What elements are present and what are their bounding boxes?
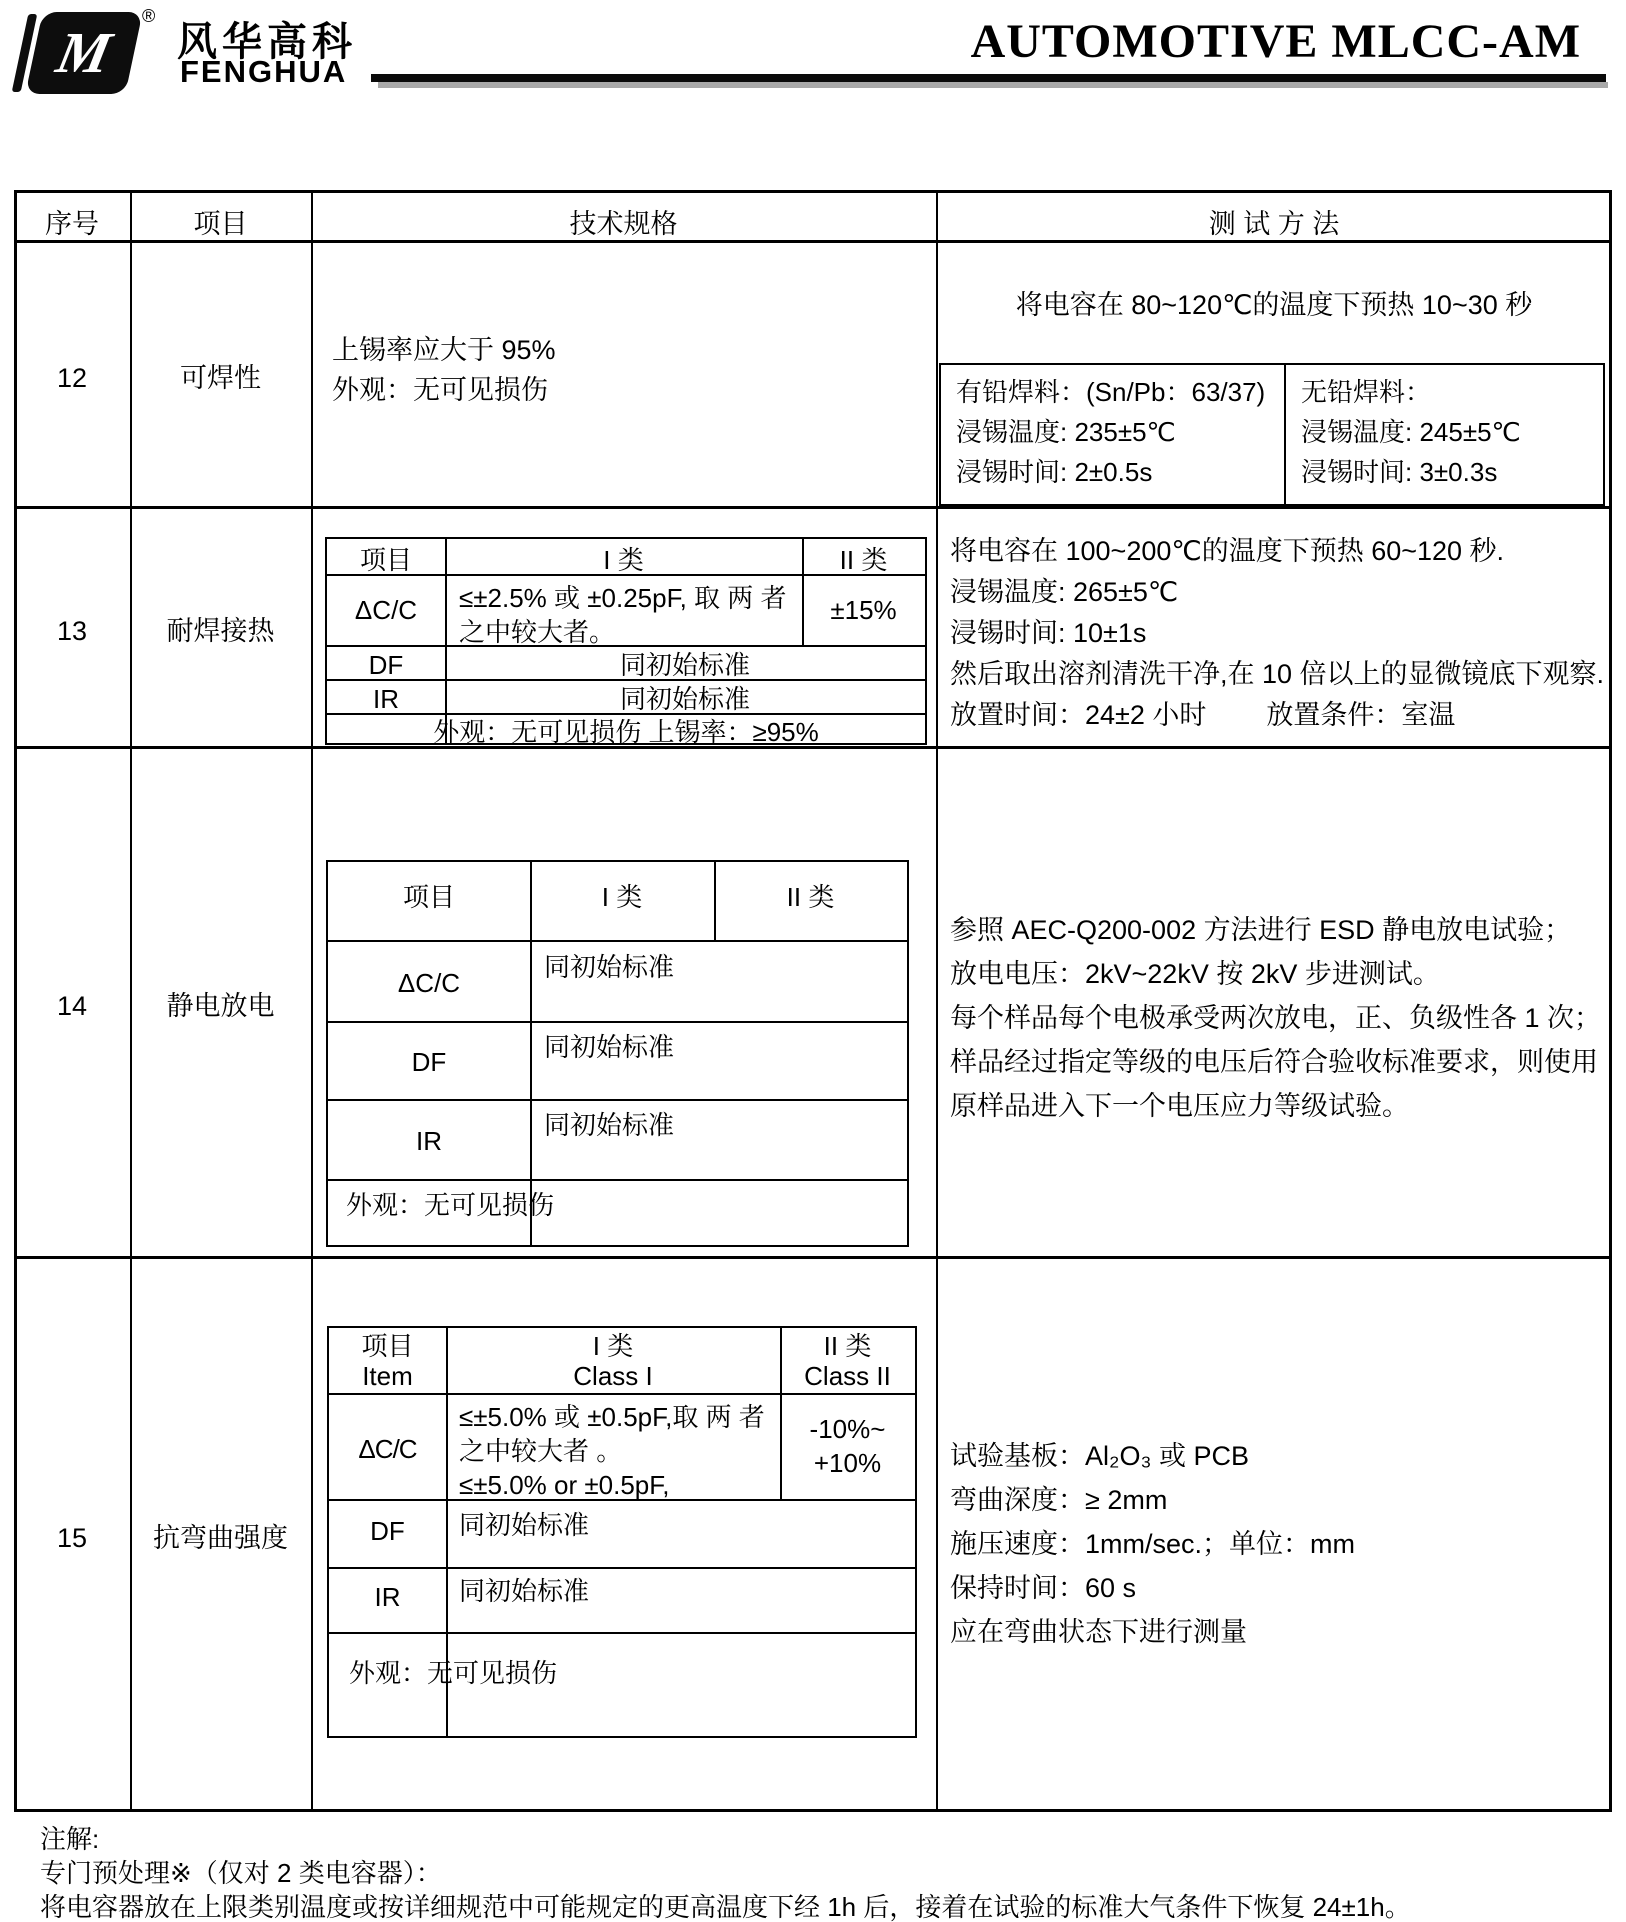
header-rule-gray xyxy=(378,82,1608,88)
row12-leadfree-line: 浸锡时间: 3±0.3s xyxy=(1301,457,1498,487)
row14-nest-header-item: 项目 xyxy=(402,882,455,912)
row12-method-preheat: 将电容在 80~120℃的温度下预热 10~30 秒 xyxy=(1015,290,1533,320)
row12-leaded-line: 浸锡时间: 2±0.5s xyxy=(956,457,1153,487)
row13-method-line: 浸锡温度: 265±5℃ xyxy=(950,577,1179,607)
row15-header-class1-en: Class I xyxy=(573,1361,653,1391)
row15-method-line: 施压速度：1mm/sec.；单位：mm xyxy=(950,1529,1355,1559)
row14-subtable-hline2 xyxy=(328,1021,907,1023)
row15-dcc-label: ΔC/C xyxy=(358,1434,417,1464)
row14-dcc-label: ΔC/C xyxy=(397,968,461,998)
row15-header-class1-cn: I 类 xyxy=(592,1331,634,1361)
row12-leaded-line: 有铅焊料：(Sn/Pb：63/37) xyxy=(956,377,1266,407)
row13-method-line: 放置时间：24±2 小时 放置条件：室温 xyxy=(950,700,1456,730)
row14-df-value: 同初始标准 xyxy=(544,1032,675,1062)
row15-method-line: 保持时间：60 s xyxy=(950,1573,1137,1603)
row12-spec-line: 上锡率应大于 95% xyxy=(332,335,556,365)
row15-item: 抗弯曲强度 xyxy=(153,1523,288,1553)
row12-leaded-line: 浸锡温度: 235±5℃ xyxy=(956,417,1176,447)
row13-method-line: 将电容在 100~200℃的温度下预热 60~120 秒. xyxy=(950,536,1505,566)
table-vline-3 xyxy=(936,193,938,1809)
brand-name-cn: 风华高科 xyxy=(177,20,357,64)
row15-dcc-class1-line: ≤±5.0% or ±0.5pF, xyxy=(459,1470,670,1500)
row12-leadfree-line: 无铅焊料： xyxy=(1301,377,1432,407)
row12-leadfree-cell xyxy=(1301,372,1521,492)
row14-nest-header-class2: II 类 xyxy=(786,882,835,912)
row14-method-line: 每个样品每个电极承受两次放电，正、负级性各 1 次； xyxy=(950,1003,1602,1033)
row14-method xyxy=(950,908,1601,1128)
row14-spec-subtable xyxy=(326,860,909,1247)
row15-df-value: 同初始标准 xyxy=(459,1510,590,1540)
row15-subtable-hline1 xyxy=(329,1393,915,1395)
row13-spec-subtable xyxy=(325,537,927,745)
row13-dcc-class1-line: 之中较大者。 xyxy=(459,617,616,647)
row15-spec-subtable xyxy=(327,1326,917,1738)
row15-dcc-class2 xyxy=(780,1412,915,1480)
row15-ir-value: 同初始标准 xyxy=(459,1576,590,1606)
row13-method-line: 浸锡时间: 10±1s xyxy=(950,618,1147,648)
row13-appearance: 外观：无可见损伤 上锡率：≥95% xyxy=(433,717,819,747)
fenghua-logo-icon xyxy=(25,12,142,94)
table-hline-r12 xyxy=(17,506,1609,509)
row12-solder-divider xyxy=(1284,365,1286,504)
row15-appearance: 外观：无可见损伤 xyxy=(349,1658,558,1688)
row15-nest-header-class2 xyxy=(780,1331,915,1391)
row15-df-label: DF xyxy=(370,1516,405,1546)
col-header-spec: 技术规格 xyxy=(569,209,678,239)
row13-dcc-label: ΔC/C xyxy=(354,595,418,625)
row14-nest-header-class1: I 类 xyxy=(601,882,643,912)
row15-dcc-class2-line: +10% xyxy=(813,1448,882,1478)
row15-dcc-class1-line: 之中较大者 。 xyxy=(459,1436,623,1466)
col-header-item: 项目 xyxy=(193,209,248,239)
row14-df-label: DF xyxy=(411,1047,447,1077)
row15-dcc-class2-line: -10%~ xyxy=(809,1414,886,1444)
row13-nest-header-class2: II 类 xyxy=(839,545,888,575)
row14-subtable-hline1 xyxy=(328,940,907,942)
row12-leaded-cell xyxy=(956,372,1265,492)
row15-subtable-hline4 xyxy=(329,1632,915,1634)
row14-method-line: 样品经过指定等级的电压后符合验收标准要求，则使用 xyxy=(950,1047,1598,1077)
table-vline-2 xyxy=(311,193,313,1809)
row12-solder-subtable xyxy=(939,363,1605,506)
registered-trademark-icon: ® xyxy=(142,6,156,26)
row13-dcc-class2: ±15% xyxy=(830,595,897,625)
header-rule-black xyxy=(371,74,1606,82)
page-title: AUTOMOTIVE MLCC-AM xyxy=(970,15,1581,68)
row14-item: 静电放电 xyxy=(166,991,275,1021)
row13-df-value: 同初始标准 xyxy=(619,650,750,680)
row13-no: 13 xyxy=(56,616,88,646)
row13-df-label: DF xyxy=(368,650,404,680)
row13-nest-header-class1: I 类 xyxy=(603,545,644,575)
row14-appearance: 外观：无可见损伤 xyxy=(346,1190,555,1220)
row15-no: 15 xyxy=(56,1523,88,1553)
row14-method-line: 参照 AEC-Q200-002 方法进行 ESD 静电放电试验； xyxy=(950,915,1572,945)
row12-item: 可焊性 xyxy=(180,363,261,393)
note-pretreatment: 专门预处理※（仅对 2 类电容器）： xyxy=(40,1858,442,1888)
table-hline-r14 xyxy=(17,1256,1609,1259)
row15-method-line: 应在弯曲状态下进行测量 xyxy=(950,1617,1247,1647)
row13-item: 耐焊接热 xyxy=(166,616,275,646)
row14-no: 14 xyxy=(56,991,88,1021)
row15-header-item-cn: 项目 xyxy=(361,1331,414,1361)
row13-nest-header-item: 项目 xyxy=(359,545,412,575)
row15-method-line: 试验基板：Al₂O₃ 或 PCB xyxy=(950,1441,1250,1471)
col-header-no: 序号 xyxy=(45,209,99,239)
row15-header-class2-cn: II 类 xyxy=(823,1331,872,1361)
row15-header-class2-en: Class II xyxy=(804,1361,891,1391)
row15-subtable-hline3 xyxy=(329,1567,915,1569)
row15-dcc-class1-line: ≤±5.0% 或 ±0.5pF,取 两 者 xyxy=(459,1402,765,1432)
row12-spec xyxy=(332,330,556,410)
row15-method-line: 弯曲深度：≥ 2mm xyxy=(950,1485,1168,1515)
row14-method-line: 放电电压：2kV~22kV 按 2kV 步进测试。 xyxy=(950,959,1440,989)
row15-header-item-en: Item xyxy=(362,1361,413,1391)
row12-no: 12 xyxy=(56,363,88,393)
row15-nest-header-class1 xyxy=(446,1331,780,1391)
row15-method xyxy=(950,1434,1355,1654)
row13-method-line: 然后取出溶剂清洗干净,在 10 倍以上的显微镜底下观察. xyxy=(950,659,1605,689)
row13-method xyxy=(950,531,1604,736)
row14-subtable-hline4 xyxy=(328,1179,907,1181)
row15-ir-label: IR xyxy=(374,1582,401,1612)
note-heading: 注解: xyxy=(40,1824,100,1854)
row13-ir-value: 同初始标准 xyxy=(619,684,750,714)
col-header-method: 测 试 方 法 xyxy=(1208,209,1340,239)
fenghua-logo-monogram: M xyxy=(51,20,117,85)
row15-dcc-class1 xyxy=(459,1400,765,1502)
row15-nest-header-item xyxy=(329,1331,446,1391)
row14-ir-value: 同初始标准 xyxy=(544,1110,675,1140)
row14-subtable-hline3 xyxy=(328,1099,907,1101)
row14-ir-label: IR xyxy=(416,1126,442,1156)
note-detail: 将电容器放在上限类别温度或按详细规范中可能规定的更高温度下经 1h 后，接着在试验的标准大气条件下恢复 24±1h。 xyxy=(40,1892,1411,1922)
row12-spec-line: 外观：无可见损伤 xyxy=(332,375,548,405)
row14-method-line: 原样品进入下一个电压应力等级试验。 xyxy=(950,1091,1409,1121)
row14-dcc-value: 同初始标准 xyxy=(544,952,675,982)
row13-ir-label: IR xyxy=(373,684,399,714)
row13-dcc-class1-line: ≤±2.5% 或 ±0.25pF, 取 两 者 xyxy=(459,583,787,613)
row13-dcc-class1 xyxy=(459,581,786,649)
row12-leadfree-line: 浸锡温度: 245±5℃ xyxy=(1301,417,1521,447)
brand-name-en: FENGHUA xyxy=(180,54,348,89)
